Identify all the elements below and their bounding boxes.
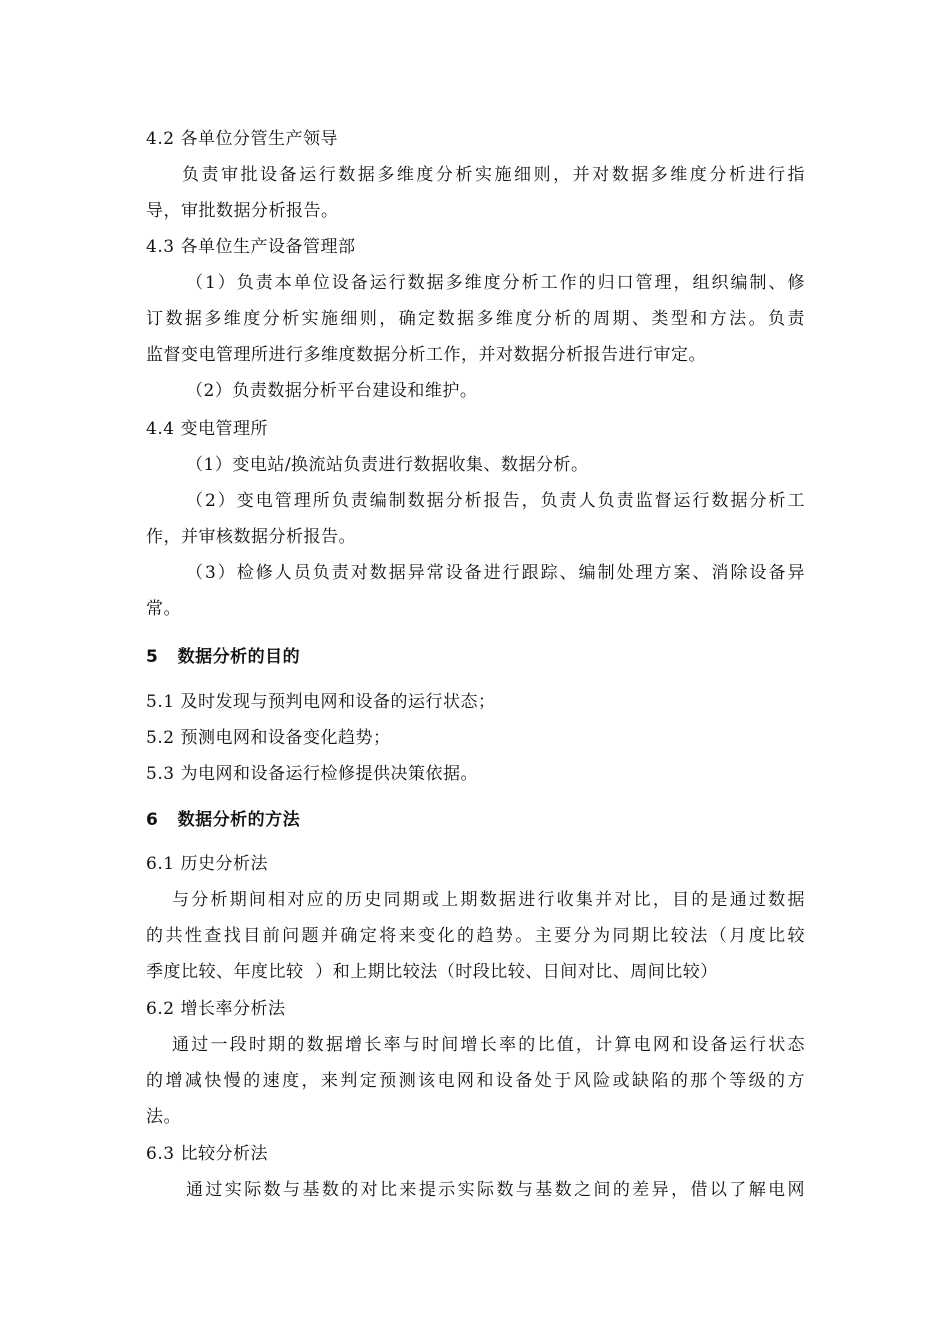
paragraph-line: 作，并审核数据分析报告。 bbox=[146, 527, 356, 547]
paragraph-line: 通过实际数与基数的对比来提示实际数与基数之间的差异，借以了解电网 bbox=[186, 1180, 805, 1200]
paragraph-line: 常。 bbox=[146, 599, 181, 619]
paragraph-line: 的增减快慢的速度，来判定预测该电网和设备处于风险或缺陷的那个等级的方 bbox=[146, 1071, 805, 1091]
list-item: 5.1 及时发现与预判电网和设备的运行状态； bbox=[146, 692, 496, 712]
section-6-1-title: 6.1 历史分析法 bbox=[146, 854, 268, 874]
section-6-2-title: 6.2 增长率分析法 bbox=[146, 999, 286, 1019]
list-item: 5.3 为电网和设备运行检修提供决策依据。 bbox=[146, 764, 478, 784]
section-4-3-title: 4.3 各单位生产设备管理部 bbox=[146, 237, 356, 257]
section-5-heading: 5 数据分析的目的 bbox=[146, 647, 301, 667]
paragraph-line: （1）负责本单位设备运行数据多维度分析工作的归口管理，组织编制、修 bbox=[186, 273, 805, 293]
paragraph-line: （3）检修人员负责对数据异常设备进行跟踪、编制处理方案、消除设备异 bbox=[186, 563, 805, 583]
section-4-2-title: 4.2 各单位分管生产领导 bbox=[146, 129, 338, 149]
paragraph-line: 季度比较、年度比较 ）和上期比较法（时段比较、日间对比、周间比较） bbox=[146, 962, 718, 982]
paragraph-line: 监督变电管理所进行多维度数据分析工作，并对数据分析报告进行审定。 bbox=[146, 345, 706, 365]
section-4-4-title: 4.4 变电管理所 bbox=[146, 419, 268, 439]
section-6-heading: 6 数据分析的方法 bbox=[146, 810, 301, 830]
paragraph-line: （2）变电管理所负责编制数据分析报告，负责人负责监督运行数据分析工 bbox=[186, 491, 805, 511]
paragraph-line: 负责审批设备运行数据多维度分析实施细则，并对数据多维度分析进行指 bbox=[182, 165, 805, 185]
paragraph-line: 与分析期间相对应的历史同期或上期数据进行收集并对比，目的是通过数据 bbox=[172, 890, 805, 910]
paragraph-line: 的共性查找目前问题并确定将来变化的趋势。主要分为同期比较法（月度比较 bbox=[146, 926, 805, 946]
paragraph-line: 订数据多维度分析实施细则，确定数据多维度分析的周期、类型和方法。负责 bbox=[146, 309, 805, 329]
paragraph-line: （2）负责数据分析平台建设和维护。 bbox=[186, 381, 478, 401]
paragraph-line: 法。 bbox=[146, 1107, 181, 1127]
section-6-3-title: 6.3 比较分析法 bbox=[146, 1144, 268, 1164]
list-item: 5.2 预测电网和设备变化趋势； bbox=[146, 728, 391, 748]
paragraph-line: （1）变电站/换流站负责进行数据收集、数据分析。 bbox=[186, 455, 589, 475]
paragraph-line: 通过一段时期的数据增长率与时间增长率的比值，计算电网和设备运行状态 bbox=[172, 1035, 805, 1055]
paragraph-line: 导，审批数据分析报告。 bbox=[146, 201, 339, 221]
